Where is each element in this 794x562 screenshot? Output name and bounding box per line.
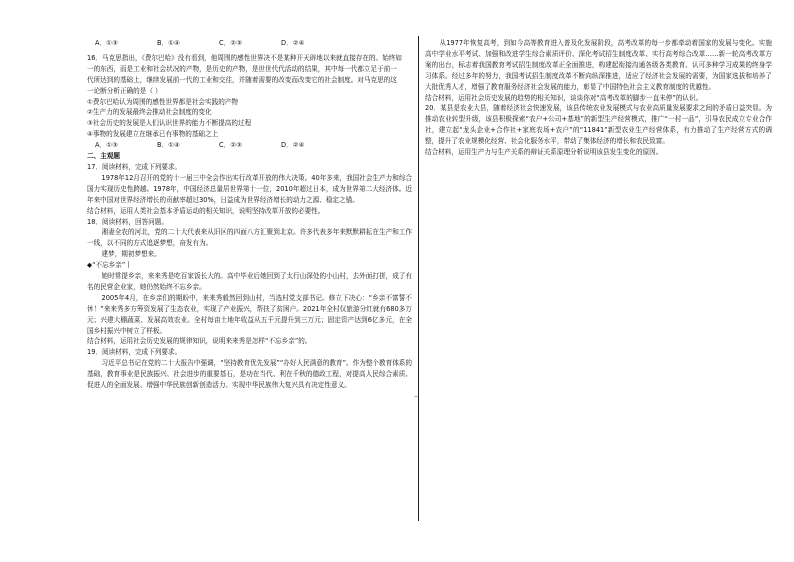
q19-continued: 从1977年恢复高考，到如今高等教育进入普及化发展阶段，高考改革的每一步都牵动着国家的发展与变化。实施高中学业水平考试、加强和改进学生综合素质评价、深化考试招生制度改革、实行高考综合改革……新一轮高考改革方案的出台，标志着我国教育考试招生制度改革正全面推进，构建起衔接沟通各级各类教育、认可多种学习成果的终身学习体系。经过多年的努力，我国考试招生制度改革不断向纵深推进，适应了经济社会发展的需要，为国家选拔和培养了大批优秀人才，增强了教育服务经济社会发展的能力，彰显了中国特色社会主义教育制度的优越性。 — [425, 39, 772, 91]
left-column — [87, 38, 412, 391]
q15-option-c: C．②③ — [219, 39, 243, 47]
q16-item: ②生产力的发展最终会推动社会制度的变化 — [87, 108, 212, 117]
q17-title: 17．阅读材料，完成下列要求。 — [87, 162, 182, 171]
q17-text: 1978年12月召开的党的十一届三中全会作出实行改革开放的伟大决策。40年多来，我国社会生产力和综合国力实现历史性跨越。1978年，中国经济总量居世界第十一位，2010年超过日本，成为世界第二大经济体。近年来中国对世界经济增长的贡献率超过30%，日益成为世界经济增长的动力之源、稳定之锚。 — [87, 173, 413, 204]
q16-option-a: A．①③ — [95, 141, 118, 150]
q19-question: 结合材料，运用社会历史发展的趋势的相关知识，谈谈你对“高考改革的脚步一直未停”的认识。 — [425, 93, 703, 102]
column-divider — [418, 36, 419, 521]
q19-title: 19．阅读材料，完成下列要求。 — [87, 348, 182, 357]
q17-question: 结合材料，运用人类社会基本矛盾运动的相关知识，说明坚持改革开放的必要性。 — [87, 206, 325, 215]
q15-option-d: D．②④ — [281, 39, 305, 47]
q15-option-b: B．①④ — [157, 39, 180, 47]
q18-intro: 湘妻全农的河北，党的二十大代表来从旧区的四面八方汇聚到北京。许多代表多年来默默耕耘在生产和工作一线，以不同的方式追逐梦想，奋发有为。 — [87, 228, 412, 248]
q18-intro2: 建梦，期初梦想来。 — [101, 250, 161, 259]
q19-text: 习近平总书记在党的二十大报告中强调，“坚持教育优先发展”“办好人民满意的教育”。作为整个教育体系的基础，教育事业是民族振兴、社会进步的重要基石，是功在当代、利在千秋的德政工程，对提高人民综合素质、促进人的全面发展、增强中华民族创新创造活力、实现中华民族伟大复兴具有决定性意义。 — [87, 359, 412, 390]
q16-line: 16．马克思指出，《费尔巴哈》没有看到，他周围的感性世界决不是某种开天辟地以来就直接存在的、始终如 — [87, 53, 402, 62]
q18-para2: 2005年4月，在乡亲们的期盼中，来来秀毅然回到山村，当选村党支部书记。修立下决心：“乡亲不富誓不休！”来来秀多方筹资发展了生态农业，实现了产业振兴，帮扶了贫困户。2021年全村仅旅游分红就有680多万元；兴建大棚蔬菜、发展高效农业。全村每亩土地年收益从五千元提升到三万元；固定资产达到6亿多元，在全国乡村振兴中树立了样板。 — [87, 293, 412, 335]
q16-item: ④事物的发展建立在继承已有事物的基础之上 — [87, 130, 219, 139]
q18-title: 18．阅读材料，回答问题。 — [87, 217, 168, 226]
q20-title: 20．某县是农业大县，随着经济社会快速发展，该县传统农业发展模式与农业高质量发展要求之间的矛盾日益突显。为推动农业转型升级，该县积极探索“农户+公司+基地”的新型生产经营模式，推广“一村一品”，引导农民成立专业合作社，建立起“龙头企业+合作社+家庭农场+农户”的“11841”新型农业生产经营体系，有力推动了生产经营方式的调整，提升了农业规模化经营、社会化服务水平，带动了集体经济的增长和农民致富。 — [425, 104, 772, 146]
q16-option-b: B．①④ — [157, 141, 180, 150]
q18-para1: 她时常提乡亲，来来秀是吃百家饭长大的。高中毕业后她回到了太行山深处的小山村，去外面打拼，成了有名的民营企业家，她仍然始终不忘乡亲。 — [87, 272, 412, 291]
q16-line: 一论断分析正确的是（ ） — [87, 86, 162, 95]
section-title: 二、主观题 — [87, 152, 120, 161]
right-column — [425, 38, 772, 158]
q16-item: ③社会历史的发展是人们认识世界的能力不断提高的过程 — [87, 119, 252, 128]
q16-line: 代所达到的基础上，继续发展前一代的工业和交往，并随着需要的改变而改变它的社会制度。对马克思的这 — [87, 75, 397, 84]
q16-option-c: C．②③ — [219, 141, 243, 150]
binding-mark: ┈ — [414, 393, 419, 401]
q18-question: 结合材料，运用社会历史发展的规律知识，说明来来秀是怎样“不忘乡亲”的。 — [87, 337, 312, 346]
q20-question: 结合材料，运用生产力与生产关系的辩证关系原理分析说明该县发生变化的原因。 — [425, 148, 663, 157]
q16-options — [87, 140, 412, 151]
q16-line: 一的东西，而是工业和社会状况的产物，是历史的产物，是世世代代活动的结果，其中每一代都立足于前一 — [87, 64, 397, 73]
q16-option-d: D．②④ — [281, 141, 305, 150]
q18-subhead: ◆“不忘乡亲”丨 — [87, 261, 132, 270]
q15-options — [87, 38, 412, 49]
q16-item: ①费尔巴哈认为周围的感性世界都是社会实践的产物 — [87, 97, 238, 106]
q15-option-a: A．①③ — [95, 39, 118, 47]
